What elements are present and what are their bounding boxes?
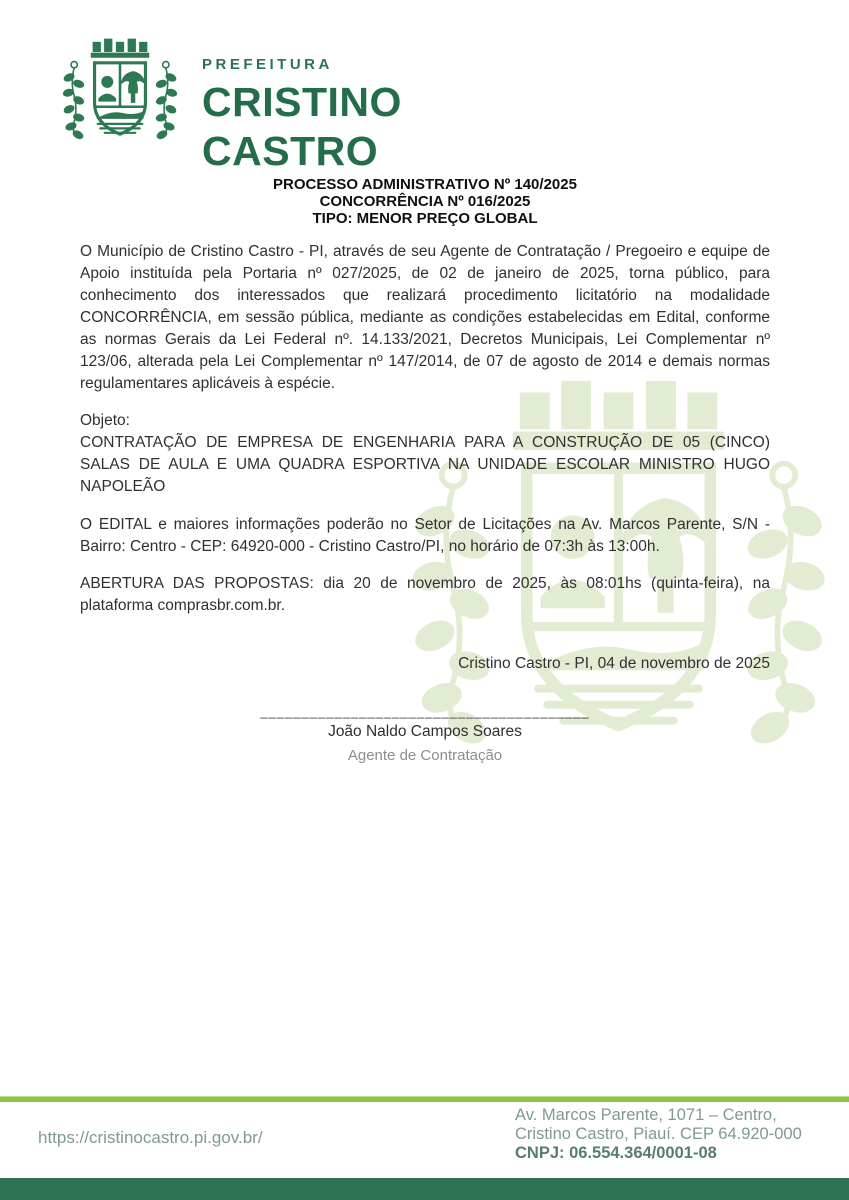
signatory-name: João Naldo Campos Soares (328, 723, 522, 740)
footer-cnpj: CNPJ: 06.554.364/0001-08 (515, 1144, 717, 1162)
edital-paragraph: O EDITAL e maiores informações poderão no Setor de Licitações na Av. Marcos Parente, S/N - Bairro: Centro - CEP: 64920-000 - Cristino Castro/PI, no horário de 07:3h às 13:00h. (80, 516, 770, 555)
process-number-line: PROCESSO ADMINISTRATIVO Nº 140/2025 (273, 176, 577, 193)
coat-of-arms-icon (50, 34, 190, 168)
signature-block (80, 705, 770, 764)
footer-website-link[interactable]: https://cristinocastro.pi.gov.br/ (38, 1128, 263, 1147)
footer-dark-bar (0, 1178, 849, 1200)
footer-lime-divider (0, 1096, 849, 1102)
objeto-label: Objeto: (80, 412, 130, 429)
signatory-role: Agente de Contratação (347, 747, 503, 764)
document-content (80, 176, 770, 764)
tipo-line: TIPO: MENOR PREÇO GLOBAL (312, 210, 538, 227)
city-name-line1: CRISTINO (202, 79, 402, 125)
signature-rule: ________________________________________ (260, 704, 590, 719)
footer-address-line1: Av. Marcos Parente, 1071 – Centro, (515, 1106, 777, 1124)
intro-paragraph: O Município de Cristino Castro - PI, através de seu Agente de Contratação / Pregoeiro e equipe de Apoio instituída pela Portaria nº 027/2025, de 02 de janeiro de 2025, torna público, para conhecimento dos interessados que realizará procedimento licitatório na modalidade CONCORRÊNCIA, em sessão pública, mediante as condições estabelecidas em Edital, conforme as normas Gerais da Lei Federal nº. 14.133/2021, Decretos Municipais, Lei Complementar nº 123/06, alterada pela Lei Complementar nº 147/2014, de 07 de agosto de 2014 e demais normas regulamentares aplicáveis à espécie. (80, 243, 770, 392)
prefeitura-label: PREFEITURA (202, 56, 333, 73)
footer-address-line2: Cristino Castro, Piauí. CEP 64.920-000 (515, 1125, 802, 1143)
objeto-section (80, 410, 770, 498)
document-title (80, 176, 770, 227)
city-name-line2: CASTRO (202, 128, 379, 174)
header (50, 34, 402, 174)
brand-block (202, 34, 402, 174)
abertura-paragraph: ABERTURA DAS PROPOSTAS: dia 20 de novembro de 2025, às 08:01hs (quinta-feira), na plataforma comprasbr.com.br. (80, 575, 770, 614)
objeto-text: CONTRATAÇÃO DE EMPRESA DE ENGENHARIA PARA A CONSTRUÇÃO DE 05 (CINCO) SALAS DE AULA E UMA QUADRA ESPORTIVA NA UNIDADE ESCOLAR MINISTRO HUGO NAPOLEÃO (80, 434, 770, 495)
date-line: Cristino Castro - PI, 04 de novembro de 2025 (458, 655, 770, 672)
footer-address-block (515, 1106, 802, 1163)
concorrencia-number-line: CONCORRÊNCIA Nº 016/2025 (319, 193, 531, 210)
